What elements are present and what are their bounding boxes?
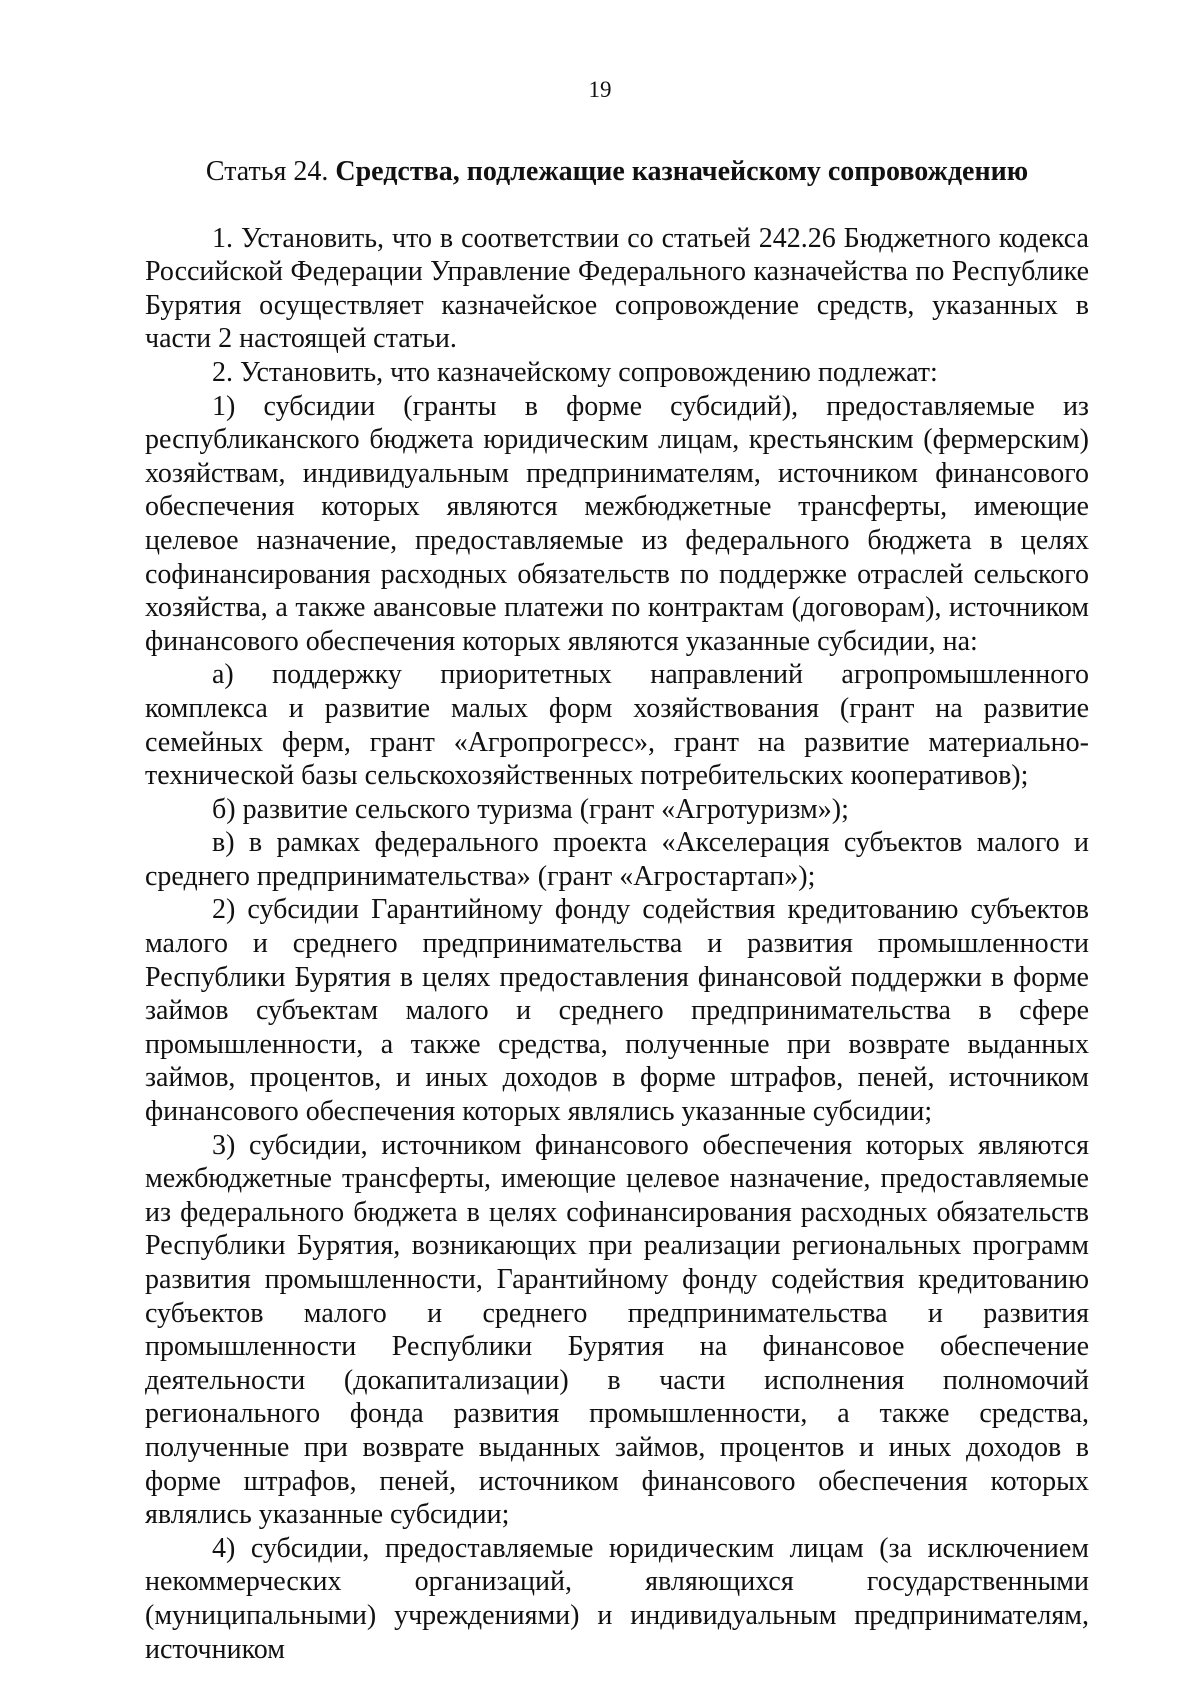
paragraph-item-4: 4) субсидии, предоставляемые юридическим лицам (за исключением некоммерческих организаций, являющихся государственными (муниципальными) учреждениями) и индивидуальным предпринимателям, источником — [145, 1532, 1089, 1665]
article-label: Статья 24. — [205, 156, 329, 187]
article-heading — [145, 155, 1089, 189]
paragraph-item-2: 2) субсидии Гарантийному фонду содействия кредитованию субъектов малого и среднего предпринимательства и развития промышленности Республики Бурятия в целях предоставления финансовой поддержки в форме займов субъектам малого и среднего предпринимательства в сфере промышленности, а также средства, полученные при возврате выданных займов, процентов, и иных доходов в форме штрафов, пеней, источником финансового обеспечения которых являлись указанные субсидии; — [145, 894, 1089, 1128]
paragraph-subitem-v: в) в рамках федерального проекта «Акселерация субъектов малого и среднего предпринимательства» (грант «Агростартап»); — [145, 827, 1089, 892]
document-body — [145, 155, 1089, 1666]
paragraph-clause-2: 2. Установить, что казначейскому сопровождению подлежат: — [212, 356, 938, 388]
page-number: 19 — [588, 77, 612, 102]
paragraph-clause-1: 1. Установить, что в соответствии со статьей 242.26 Бюджетного кодекса Российской Федерации Управление Федерального казначейства по Республике Бурятия осуществляет казначейское сопровождение средств, указанных в части 2 настоящей статьи. — [145, 222, 1089, 355]
paragraph-subitem-a: а) поддержку приоритетных направлений агропромышленного комплекса и развитие малых форм хозяйствования (грант на развитие семейных ферм, грант «Агропрогресс», грант на развитие материально-технической базы сельскохозяйственных потребительских кооперативов); — [145, 659, 1089, 792]
paragraph-item-3: 3) субсидии, источником финансового обеспечения которых являются межбюджетные трансферты, имеющие целевое назначение, предоставляемые из федерального бюджета в целях софинансирования расходных обязательств Республики Бурятия, возникающих при реализации региональных программ развития промышленности, Гарантийному фонду содействия кредитованию субъектов малого и среднего предпринимательства и развития промышленности Республики Бурятия на финансовое обеспечение деятельности (докапитализации) в части исполнения полномочий регионального фонда развития промышленности, а также средства, полученные при возврате выданных займов, процентов и иных доходов в форме штрафов, пеней, источником финансового обеспечения которых являлись указанные субсидии; — [145, 1129, 1089, 1531]
paragraph-item-1: 1) субсидии (гранты в форме субсидий), предоставляемые из республиканского бюджета юридическим лицам, крестьянским (фермерским) хозяйствам, индивидуальным предпринимателям, источником финансового обеспечения которых являются межбюджетные трансферты, имеющие целевое назначение, предоставляемые из федерального бюджета в целях софинансирования расходных обязательств по поддержке отраслей сельского хозяйства, а также авансовые платежи по контрактам (договорам), источником финансового обеспечения которых являются указанные субсидии, на: — [145, 390, 1089, 657]
article-title: Средства, подлежащие казначейскому сопровождению — [335, 156, 1029, 187]
paragraph-subitem-b: б) развитие сельского туризма (грант «Агротуризм»); — [212, 793, 849, 825]
